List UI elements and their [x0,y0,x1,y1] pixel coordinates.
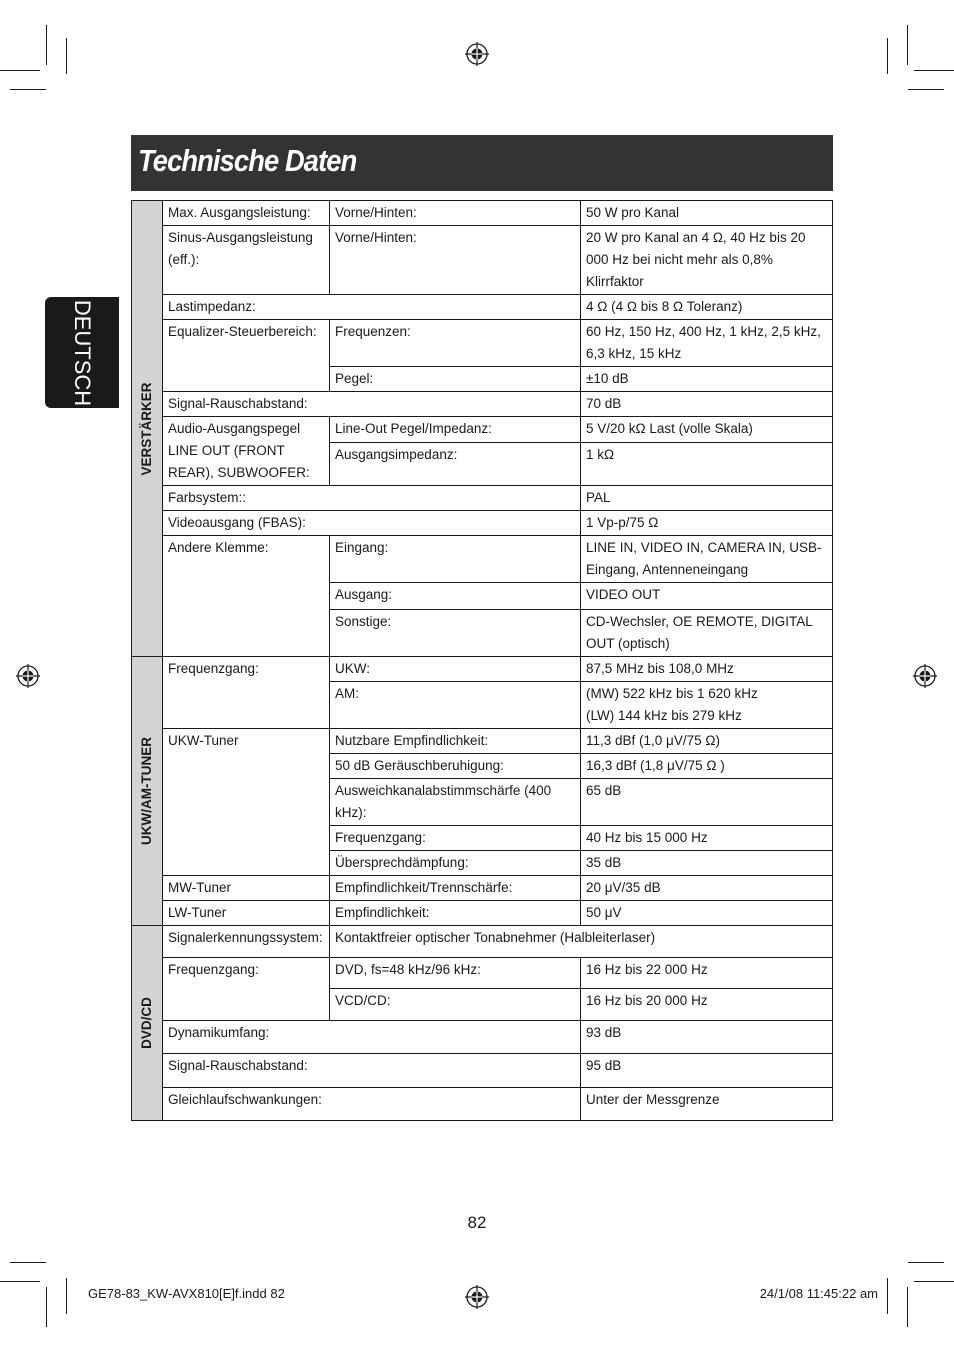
spec-label: Max. Ausgangsleistung: [163,201,330,226]
spec-sublabel: Frequenzen: [330,320,581,367]
spec-table [131,200,833,1121]
spec-value: 95 dB [581,1054,833,1088]
spec-value: 87,5 MHz bis 108,0 MHz [581,657,833,682]
spec-value [581,682,833,729]
spec-value: ±10 dB [581,367,833,392]
spec-sublabel: Ausgang: [330,583,581,610]
registration-mark-icon [465,1285,489,1309]
table-row [132,320,833,367]
section-label-tuner: UKW/AM-TUNER [132,657,163,926]
crop-mark [908,89,944,90]
spec-sublabel: UKW: [330,657,581,682]
spec-label: Dynamikumfang: [163,1021,581,1054]
spec-value: PAL [581,486,833,511]
spec-label: Audio-Ausgangspegel LINE OUT (FRONT REAR), SUBWOOFER: [163,417,330,486]
spec-value: 50 W pro Kanal [581,201,833,226]
spec-label: Signal-Rauschabstand: [163,392,581,417]
crop-mark [0,70,40,71]
spec-sublabel: Sonstige: [330,610,581,657]
table-row [132,876,833,901]
spec-label: Signal-Rauschabstand: [163,1054,581,1088]
table-row [132,392,833,417]
footer-timestamp: 24/1/08 11:45:22 am [759,1286,878,1301]
crop-mark [887,38,888,74]
spec-value: 1 kΩ [581,443,833,486]
crop-mark [0,1281,40,1282]
crop-mark [10,1262,46,1263]
registration-mark-icon [465,42,489,66]
crop-mark [66,1278,67,1314]
crop-mark [66,38,67,74]
table-row [132,729,833,754]
spec-value: 11,3 dBf (1,0 μV/75 Ω) [581,729,833,754]
page-number: 82 [467,1213,487,1232]
section-label-amplifier: VERSTÄRKER [132,201,163,657]
spec-value: 16 Hz bis 22 000 Hz [581,958,833,989]
spec-sublabel: Kontaktfreier optischer Tonabnehmer (Halbleiterlaser) [330,926,833,958]
table-row [132,657,833,682]
spec-value: 16 Hz bis 20 000 Hz [581,989,833,1021]
table-row [132,536,833,583]
table-row [132,1088,833,1121]
spec-sublabel: Vorne/Hinten: [330,201,581,226]
spec-label: UKW-Tuner [163,729,330,876]
spec-value: 60 Hz, 150 Hz, 400 Hz, 1 kHz, 2,5 kHz, 6,3 kHz, 15 kHz [581,320,833,367]
page-title: Technische Daten [138,143,357,178]
spec-value: 20 W pro Kanal an 4 Ω, 40 Hz bis 20 000 Hz bei nicht mehr als 0,8% Klirrfaktor [581,226,833,295]
crop-mark [46,25,47,65]
spec-sublabel: Ausgangsimpedanz: [330,443,581,486]
footer-file-info: GE78-83_KW-AVX810[E]f.indd 82 [88,1286,285,1301]
registration-mark-icon [913,664,937,688]
spec-sublabel: Ausweichkanalabstimmschärfe (400 kHz): [330,779,581,826]
spec-value: 65 dB [581,779,833,826]
spec-label: Lastimpedanz: [163,295,581,320]
spec-sublabel: Eingang: [330,536,581,583]
spec-label: Sinus-Ausgangsleistung (eff.): [163,226,330,295]
table-row [132,226,833,295]
table-row [132,511,833,536]
crop-mark [46,1287,47,1327]
spec-value: 16,3 dBf (1,8 μV/75 Ω ) [581,754,833,779]
crop-mark [908,1262,944,1263]
spec-value: LINE IN, VIDEO IN, CAMERA IN, USB-Eingang, Antenneneingang [581,536,833,583]
spec-sublabel: Frequenzgang: [330,826,581,851]
spec-value-line: (LW) 144 kHz bis 279 kHz [586,708,742,723]
spec-value: 5 V/20 kΩ Last (volle Skala) [581,417,833,443]
spec-label: MW-Tuner [163,876,330,901]
spec-sublabel: DVD, fs=48 kHz/96 kHz: [330,958,581,989]
spec-label: Farbsystem:: [163,486,581,511]
table-row [132,901,833,926]
spec-sublabel: Empfindlichkeit: [330,901,581,926]
spec-value: CD-Wechsler, OE REMOTE, DIGITAL OUT (optisch) [581,610,833,657]
table-row [132,1021,833,1054]
page-title-bar [131,135,833,191]
table-row [132,417,833,443]
spec-sublabel: Nutzbare Empfindlichkeit: [330,729,581,754]
spec-sublabel: Vorne/Hinten: [330,226,581,295]
spec-sublabel: Pegel: [330,367,581,392]
spec-value-line: (MW) 522 kHz bis 1 620 kHz [586,686,758,701]
crop-mark [907,1287,908,1327]
crop-mark [907,25,908,65]
spec-sublabel: VCD/CD: [330,989,581,1021]
spec-value: 1 Vp-p/75 Ω [581,511,833,536]
table-row [132,201,833,226]
spec-label: Videoausgang (FBAS): [163,511,581,536]
table-row [132,926,833,958]
spec-value: Unter der Messgrenze [581,1088,833,1121]
spec-label: Andere Klemme: [163,536,330,657]
crop-mark [10,89,46,90]
crop-mark [887,1278,888,1314]
spec-value: 70 dB [581,392,833,417]
spec-label: Frequenzgang: [163,657,330,729]
spec-value: 40 Hz bis 15 000 Hz [581,826,833,851]
registration-mark-icon [16,664,40,688]
table-row [132,1054,833,1088]
table-row [132,486,833,511]
spec-sublabel: AM: [330,682,581,729]
spec-label: Equalizer-Steuerbereich: [163,320,330,392]
spec-sublabel: Empfindlichkeit/Trennschärfe: [330,876,581,901]
table-row [132,295,833,320]
spec-label: LW-Tuner [163,901,330,926]
spec-value: 20 μV/35 dB [581,876,833,901]
spec-value: VIDEO OUT [581,583,833,610]
table-row [132,958,833,989]
spec-value: 35 dB [581,851,833,876]
crop-mark [914,1281,954,1282]
crop-mark [914,70,954,71]
spec-value: 4 Ω (4 Ω bis 8 Ω Toleranz) [581,295,833,320]
spec-label: Signalerkennungssystem: [163,926,330,958]
spec-value: 50 μV [581,901,833,926]
spec-sublabel: 50 dB Geräuschberuhigung: [330,754,581,779]
spec-value: 93 dB [581,1021,833,1054]
spec-label: Gleichlaufschwankungen: [163,1088,581,1121]
spec-label: Frequenzgang: [163,958,330,1021]
language-tab [45,297,119,408]
spec-sublabel: Übersprechdämpfung: [330,851,581,876]
spec-sublabel: Line-Out Pegel/Impedanz: [330,417,581,443]
language-tab-label: DEUTSCH [70,299,95,406]
section-label-dvd: DVD/CD [132,926,163,1121]
